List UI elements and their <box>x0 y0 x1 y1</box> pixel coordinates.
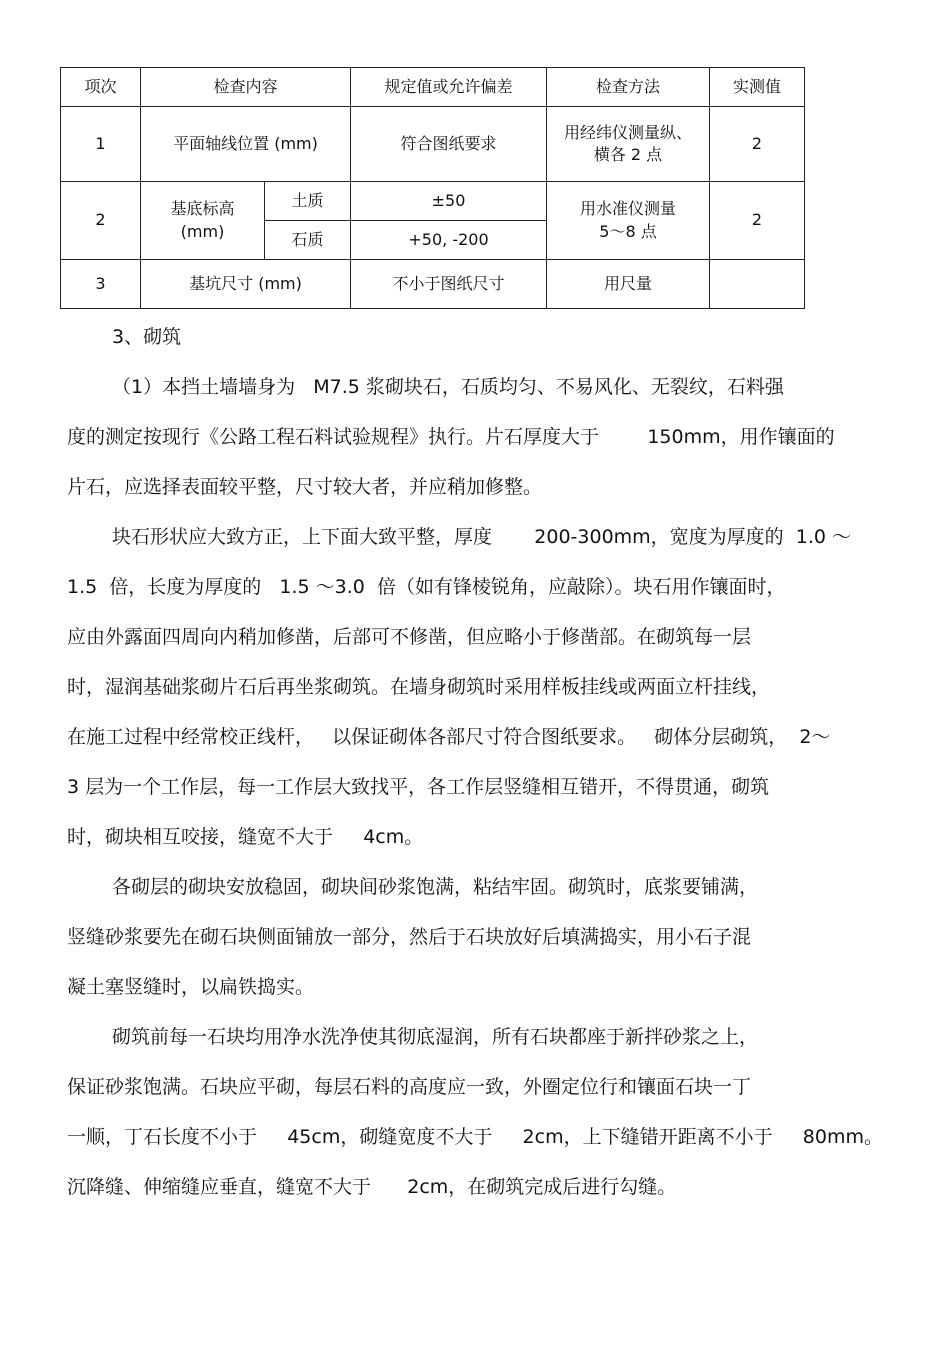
text-line: 在施工过程中经常校正线杆， 以保证砌体各部尺寸符合图纸要求。 砌体分层砌筑， 2～ <box>67 726 831 748</box>
header-cell: 规定值或允许偏差 <box>351 68 547 107</box>
text-line: 片石，应选择表面较平整，尺寸较大者，并应稍加修整。 <box>67 476 543 498</box>
content-line: (mm) <box>180 221 225 241</box>
text-line: 度的测定按现行《公路工程石料试验规程》执行。片石厚度大于 150mm，用作镶面的 <box>67 426 835 448</box>
text-line: 一顺，丁石长度不小于 45cm，砌缝宽度不大于 2cm，上下缝错开距离不小于 80mm。 <box>67 1126 883 1148</box>
text-line: 块石形状应大致方正，上下面大致平整，厚度 200-300mm，宽度为厚度的 1.0 ～ <box>112 526 852 548</box>
header-cell: 检查内容 <box>141 68 351 107</box>
text-line: 时，湿润基础浆砌片石后再坐浆砌筑。在墙身砌筑时采用样板挂线或两面立杆挂线， <box>67 676 771 698</box>
row-number: 1 <box>61 107 141 182</box>
method-line: 用经纬仪测量纵、 <box>564 122 693 142</box>
check-method <box>547 182 710 260</box>
text-line: 时，砌块相互咬接，缝宽不大于 4cm。 <box>67 826 424 848</box>
sub-content: 土质 <box>265 182 351 221</box>
measured-value: 2 <box>710 107 805 182</box>
spec-value: 不小于图纸尺寸 <box>351 260 547 309</box>
text-line: 凝土塞竖缝时，以扁铁捣实。 <box>67 976 315 998</box>
method-line: 用水准仪测量 <box>580 199 677 219</box>
text-line: 保证砂浆饱满。石块应平砌，每层石料的高度应一致，外圈定位行和镶面石块一丁 <box>67 1076 752 1098</box>
table-row <box>61 107 805 182</box>
row-number: 2 <box>61 182 141 260</box>
measured-value <box>710 260 805 309</box>
text-line: 竖缝砂浆要先在砌石块侧面铺放一部分，然后于石块放好后填满捣实，用小石子混 <box>67 926 752 948</box>
spec-value: ±50 <box>351 182 547 221</box>
table-row <box>61 260 805 309</box>
method-line: 5～8 点 <box>599 221 657 241</box>
spec-value: 符合图纸要求 <box>351 107 547 182</box>
text-line: 应由外露面四周向内稍加修凿，后部可不修凿，但应略小于修凿部。在砌筑每一层 <box>67 626 752 648</box>
section-title: 3、砌筑 <box>112 326 182 348</box>
measured-value: 2 <box>710 182 805 260</box>
check-content: 基坑尺寸 (mm) <box>141 260 351 309</box>
text-line: 各砌层的砌块安放稳固，砌块间砂浆饱满，粘结牢固。砌筑时，底浆要铺满， <box>112 876 759 898</box>
check-method <box>547 107 710 182</box>
row-number: 3 <box>61 260 141 309</box>
text-line: 3 层为一个工作层，每一工作层大致找平，各工作层竖缝相互错开，不得贯通，砌筑 <box>67 776 770 798</box>
sub-content: 石质 <box>265 221 351 260</box>
text-line: （1）本挡土墙墙身为 M7.5 浆砌块石，石质均匀、不易风化、无裂纹，石料强 <box>112 376 784 398</box>
content-line: 基底标高 <box>170 199 235 219</box>
spec-value: +50, -200 <box>351 221 547 260</box>
method-line: 横各 2 点 <box>593 145 663 164</box>
table-header-row <box>61 68 805 107</box>
header-cell: 实测值 <box>710 68 805 107</box>
check-method: 用尺量 <box>547 260 710 309</box>
header-cell: 检查方法 <box>547 68 710 107</box>
inspection-table <box>60 67 805 309</box>
table-row <box>61 182 805 221</box>
header-cell: 项次 <box>61 68 141 107</box>
text-line: 1.5 倍，长度为厚度的 1.5 ～3.0 倍（如有锋棱锐角，应敲除）。块石用作镶面时， <box>67 576 786 598</box>
check-content <box>141 182 265 260</box>
check-content: 平面轴线位置 (mm) <box>141 107 351 182</box>
text-line: 砌筑前每一石块均用净水洗净使其彻底湿润，所有石块都座于新拌砂浆之上， <box>112 1026 759 1048</box>
text-line: 沉降缝、伸缩缝应垂直，缝宽不大于 2cm，在砌筑完成后进行勾缝。 <box>67 1176 677 1198</box>
